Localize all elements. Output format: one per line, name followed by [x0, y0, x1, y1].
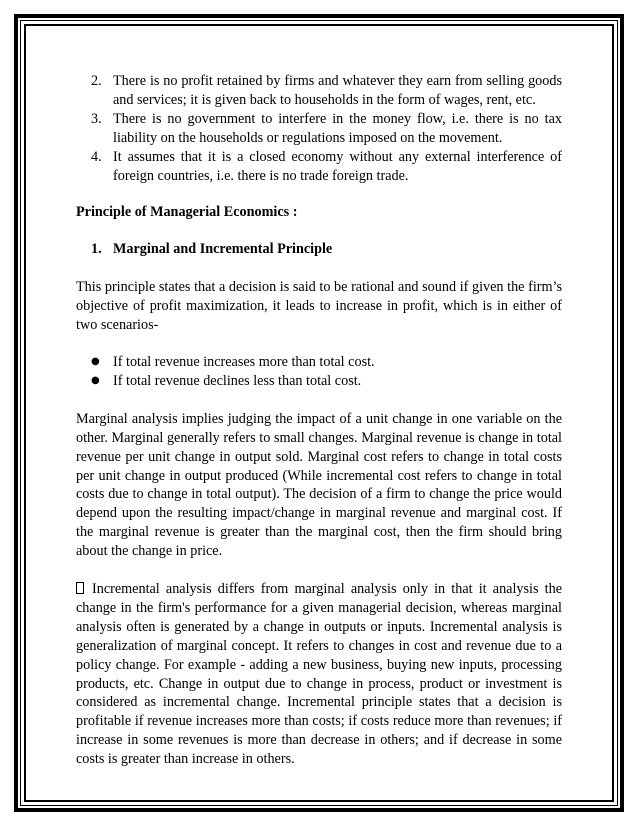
subsection-title: Marginal and Incremental Principle — [113, 241, 333, 258]
list-item — [76, 148, 562, 186]
list-item-text: There is no government to interfere in the money flow, i.e. there is no tax liability on the households or regulations imposed on the movement. — [113, 110, 562, 146]
missing-glyph-icon — [76, 582, 84, 594]
list-item-number: 4. — [91, 148, 102, 165]
bullet-item — [76, 372, 562, 391]
bullet-dot-icon: ● — [91, 374, 100, 386]
bullet-text: If total revenue declines less than total cost. — [113, 372, 362, 389]
subsection-heading — [76, 240, 562, 259]
subsection-number: 1. — [91, 241, 102, 258]
paragraph-incremental-analysis — [76, 580, 562, 769]
list-item-number: 2. — [91, 73, 102, 89]
numbered-list — [76, 72, 562, 185]
list-item-text: It assumes that it is a closed economy without any external interference of foreign countries, i.e. there is no trade foreign trade. — [113, 148, 562, 184]
document-body — [76, 72, 562, 769]
bullet-text: If total revenue increases more than total cost. — [113, 353, 375, 370]
list-item — [76, 110, 562, 148]
bullet-dot-icon: ● — [91, 355, 100, 367]
bullet-list — [76, 353, 562, 391]
bullet-item — [76, 353, 562, 372]
list-item-text: There is no profit retained by firms and whatever they earn from selling goods and services; it is given back to households in the form of wages, rent, etc. — [113, 73, 562, 108]
list-item — [76, 72, 562, 110]
list-item-number: 3. — [91, 110, 102, 127]
paragraph-principle: This principle states that a decision is said to be rational and sound if given the firm’s objective of profit maximization, it leads to increase in profit, which is in either of two scenarios- — [76, 279, 562, 334]
paragraph-incremental-text: Incremental analysis differs from marginal analysis only in that it analysis the change in the firm's performance for a given managerial decision, whereas marginal analysis often is generated by a change in outputs or inputs. Incremental analysis is generalization of marginal concept. It refers to changes in cost and revenue due to a policy change. For example - adding a new business, buying new inputs, processing products, etc. Change in output due to change in process, product or investment is considered as incremental change. Incremental principle states that a decision is profitable if revenue increases more than costs; if costs reduce more than revenues; if increase in some revenues is more than decrease in others; and if decrease in some costs is greater than increase in others. — [76, 581, 562, 768]
paragraph-marginal-analysis: Marginal analysis implies judging the impact of a unit change in one variable on the other. Marginal generally refers to small changes. Marginal revenue is change in total revenue per unit change in output sold. Marginal cost refers to change in total costs per unit change in output produced (While incremental cost refers to change in total costs due to change in total output). The decision of a firm to change the price would depend upon the resulting impact/change in marginal revenue and marginal cost. If the marginal revenue is greater than the marginal cost, then the firm should bring about the change in price. — [76, 410, 562, 560]
section-heading: Principle of Managerial Economics : — [76, 204, 298, 221]
